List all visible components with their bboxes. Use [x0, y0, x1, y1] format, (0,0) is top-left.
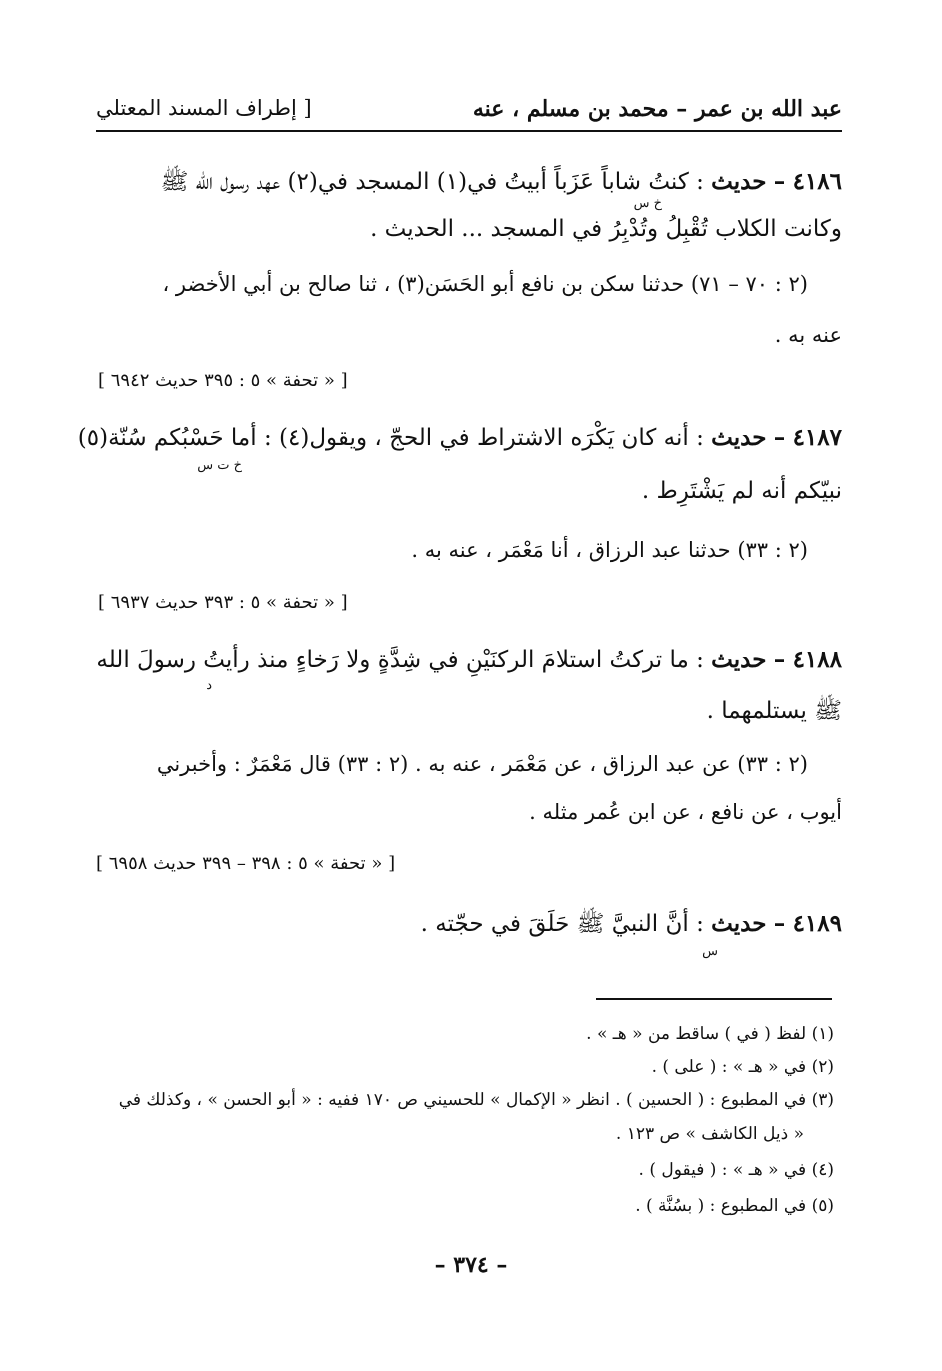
hadith-keyword: حديث	[711, 168, 767, 195]
hadith-4188-isnad-line2: أيوب ، عن نافع ، عن ابن عُمر مثله .	[529, 800, 842, 824]
hadith-4188-line1	[96, 648, 842, 672]
hadith-4186-isnad-line1: (٢ : ٧٠ – ٧١) حدثنا سكن بن نافع أبو الحَسَن(٣) ، ثنا صالح بن أبي الأخضر ،	[162, 272, 808, 296]
running-header-left: [ إطراف المسند المعتلي	[96, 96, 312, 120]
footnote-3-continuation: « ذيل الكاشف » ص ١٢٣ .	[615, 1124, 804, 1144]
footnote-3: (٣) في المطبوع : ( الحسين ) . انظر « الإكمال » للحسيني ص ١٧٠ ففيه : « أبو الحسن » ، وكذلك في	[118, 1090, 834, 1110]
hadith-4188-isnad-line1: (٢ : ٣٣) عن عبد الرزاق ، عن مَعْمَر ، عنه به . (٢ : ٣٣) قال مَعْمَرٌ : وأخبرني	[156, 752, 808, 776]
hadith-number: ٤١٨٩	[792, 910, 842, 937]
dash: –	[773, 646, 786, 673]
hadith-text: : ما تركتُ استلامَ الركنَيْنِ في شِدَّةٍ ولا رَخاءٍ منذ رأيتُ رسولَ الله	[96, 647, 704, 673]
hadith-4186-tuhfa-reference: [ « تحفة » ٥ : ٣٩٥ حديث ٦٩٤٢ ]	[98, 370, 348, 391]
footnote-2: (٢) في « هـ » : ( على ) .	[651, 1057, 834, 1077]
hadith-4187-line2: نبيّكم أنه لم يَشْتَرِط .	[641, 478, 842, 504]
hadith-4188-tuhfa-reference: [ « تحفة » ٥ : ٣٩٨ – ٣٩٩ حديث ٦٩٥٨ ]	[96, 853, 396, 874]
hadith-4188-line2: ﷺ يستلمهما .	[706, 698, 842, 724]
hadith-number: ٤١٨٧	[792, 424, 842, 451]
hadith-keyword: حديث	[711, 646, 767, 673]
dash: –	[773, 424, 786, 451]
dash: –	[773, 168, 786, 195]
hadith-text: : أنه كان يَكْرَه الاشتراط في الحجّ ، ويقول(٤) : أما حَسْبُكم سُنّة(٥)	[77, 425, 704, 451]
hadith-4189-sigla: س	[702, 944, 718, 959]
footnote-separator	[596, 998, 832, 1000]
footnote-5: (٥) في المطبوع : ( بسُنَّة ) .	[635, 1196, 834, 1216]
hadith-keyword: حديث	[711, 424, 767, 451]
hadith-number: ٤١٨٨	[792, 646, 842, 673]
hadith-4186-isnad-line2: عنه به .	[774, 323, 842, 347]
hadith-4189-line1	[421, 912, 842, 936]
hadith-4187-isnad: (٢ : ٣٣) حدثنا عبد الرزاق ، أنا مَعْمَر ، عنه به .	[411, 538, 808, 562]
header-rule	[96, 130, 842, 132]
hadith-4187-sigla: خ ت س	[197, 458, 242, 473]
hadith-4186-line2: وكانت الكلاب تُقْبِلُ وتُدْبِرُ في المسجد ... الحديث .	[370, 216, 842, 242]
hadith-4187-tuhfa-reference: [ « تحفة » ٥ : ٣٩٣ حديث ٦٩٣٧ ]	[98, 592, 348, 613]
hadith-text: : أنَّ النبيَّ ﷺ حَلَقَ في حجّته .	[420, 911, 704, 937]
dash: –	[773, 910, 786, 937]
hadith-4187-line1	[78, 426, 842, 450]
footnote-1: (١) لفظ ( في ) ساقط من « هـ » .	[586, 1024, 834, 1044]
page-number: – ٣٧٤ –	[434, 1252, 508, 1278]
hadith-4188-sigla: د	[206, 678, 212, 693]
hadith-text: : كنتُ شاباً عَزَباً أبيتُ في(١) المسجد في(٢) عهد رسول الله ﷺ	[160, 169, 704, 195]
hadith-4186-line1	[161, 170, 842, 194]
hadith-keyword: حديث	[711, 910, 767, 937]
footnote-4: (٤) في « هـ » : ( فيقول ) .	[638, 1160, 834, 1180]
hadith-number: ٤١٨٦	[792, 168, 842, 195]
running-header-right: عبد الله بن عمر – محمد بن مسلم ، عنه	[472, 96, 842, 122]
hadith-4186-sigla: خ س	[633, 196, 662, 211]
